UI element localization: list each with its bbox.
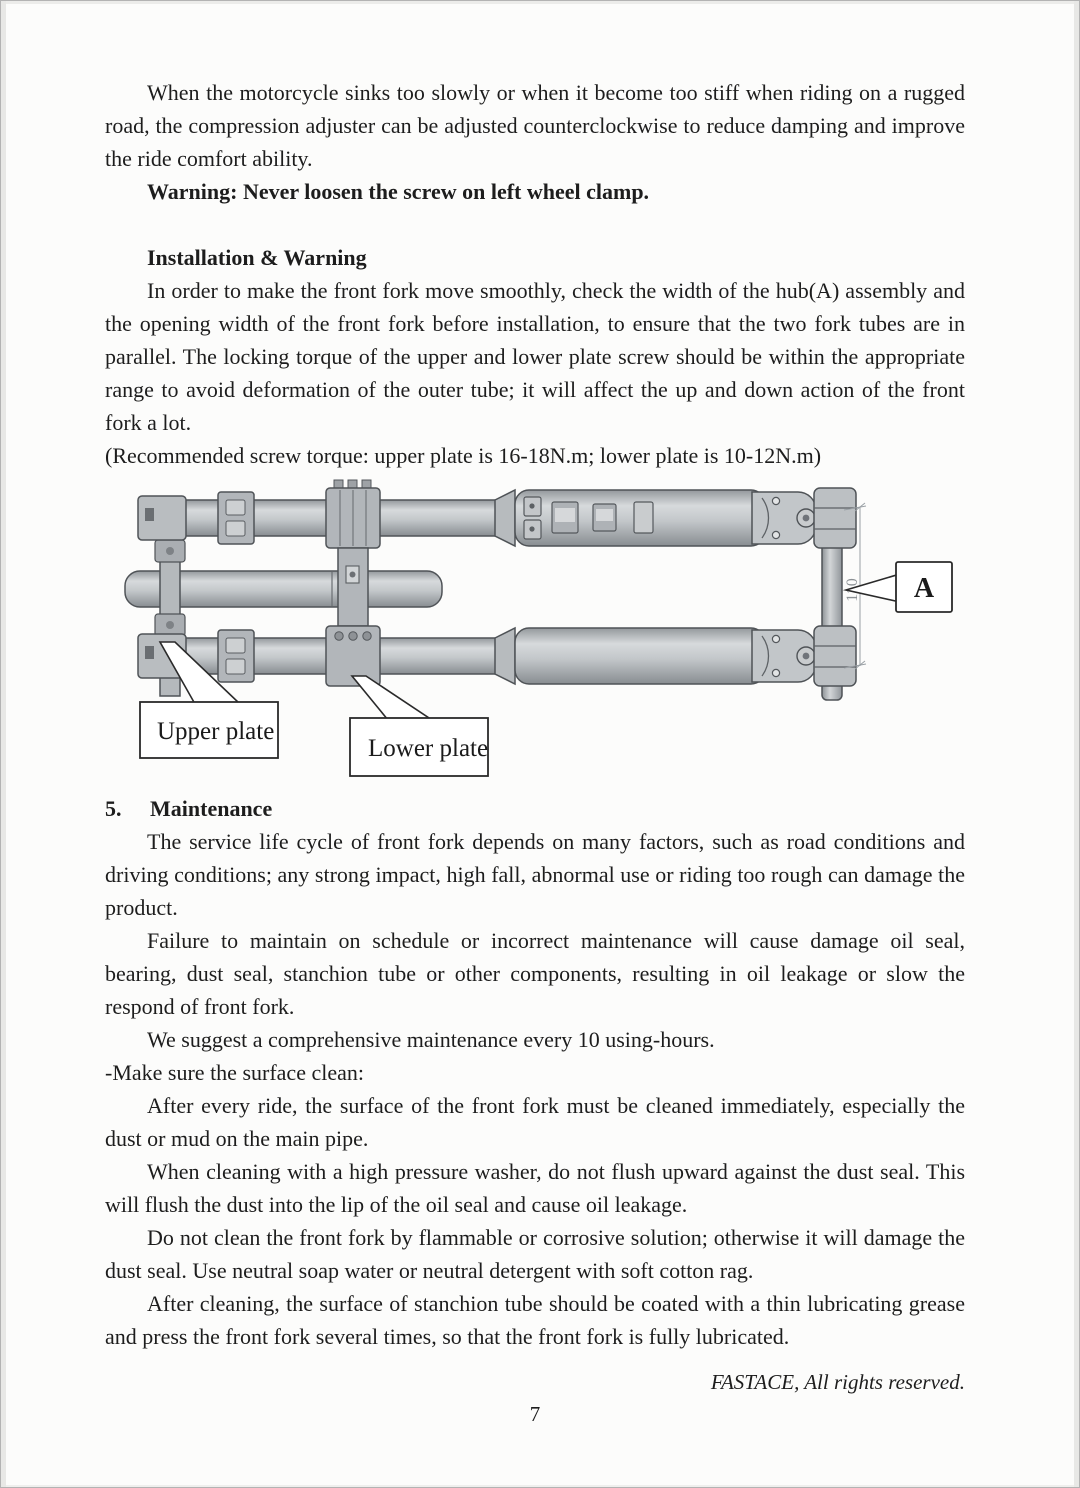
page-content bbox=[105, 76, 965, 1431]
section-number: 5. bbox=[105, 796, 122, 821]
heading-installation-warning: Installation & Warning bbox=[147, 245, 367, 270]
section-title: Maintenance bbox=[150, 796, 273, 821]
lower-plate-callout bbox=[350, 676, 488, 776]
paragraph-service-life: The service life cycle of front fork depends on many factors, such as road conditions and driving conditions; any strong impact, high fall, abnormal use or riding too rough can damage the product. bbox=[105, 829, 965, 920]
torque-note: (Recommended screw torque: upper plate is 16-18N.m; lower plate is 10-12N.m) bbox=[105, 443, 822, 468]
paragraph-suggest-maintenance: We suggest a comprehensive maintenance every 10 using-hours. bbox=[147, 1027, 715, 1052]
lower-plate-label: Lower plate bbox=[368, 735, 489, 762]
callout-a bbox=[846, 562, 952, 612]
warning-line: Warning: Never loosen the screw on left wheel clamp. bbox=[147, 179, 650, 204]
paragraph-no-flammable: Do not clean the front fork by flammable or corrosive solution; otherwise it will damage the dust seal. Use neutral soap water or neutral detergent with soft cotton rag. bbox=[105, 1225, 965, 1283]
paragraph-pressure-washer: When cleaning with a high pressure washer, do not flush upward against the dust seal. This will flush the dust into the lip of the oil seal and cause oil leakage. bbox=[105, 1159, 965, 1217]
paragraph-after-cleaning: After cleaning, the surface of stanchion tube should be coated with a thin lubricating grease and press the front fork several times, so that the front fork is fully lubricated. bbox=[105, 1291, 965, 1349]
paragraph-installation-body: In order to make the front fork move smoothly, check the width of the hub(A) assembly and the opening width of the front fork before installation, to ensure that the two fork tubes are in parallel. The locking torque of the upper and lower plate screw should be within the appropriate range to avoid deformation of the outer tube; it will affect the up and down action of the front fork a lot. bbox=[105, 278, 965, 435]
heading-maintenance bbox=[105, 792, 965, 825]
front-fork-diagram bbox=[100, 478, 970, 792]
top-fork-leg bbox=[138, 488, 856, 548]
bottom-fork-leg bbox=[138, 626, 856, 686]
front-fork-illustration bbox=[100, 478, 970, 782]
page-number: 7 bbox=[529, 1402, 541, 1426]
copyright-line: FASTACE, All rights reserved. bbox=[710, 1370, 965, 1394]
callout-a-label: A bbox=[913, 573, 935, 604]
upper-plate-label: Upper plate bbox=[157, 718, 275, 745]
paragraph-after-every-ride: After every ride, the surface of the front fork must be cleaned immediately, especially the dust or mud on the main pipe. bbox=[105, 1093, 965, 1151]
paragraph-compression-adjuster: When the motorcycle sinks too slowly or when it become too stiff when riding on a rugged road, the compression adjuster can be adjusted counterclockwise to reduce damping and improve the ride comfort ability. bbox=[105, 80, 965, 171]
paragraph-surface-clean: -Make sure the surface clean: bbox=[105, 1060, 364, 1085]
paragraph-failure-to-maintain: Failure to maintain on schedule or incorrect maintenance will cause damage oil seal, bearing, dust seal, stanchion tube or other components, resulting in oil leakage or slow the respond of front fork. bbox=[105, 928, 965, 1019]
